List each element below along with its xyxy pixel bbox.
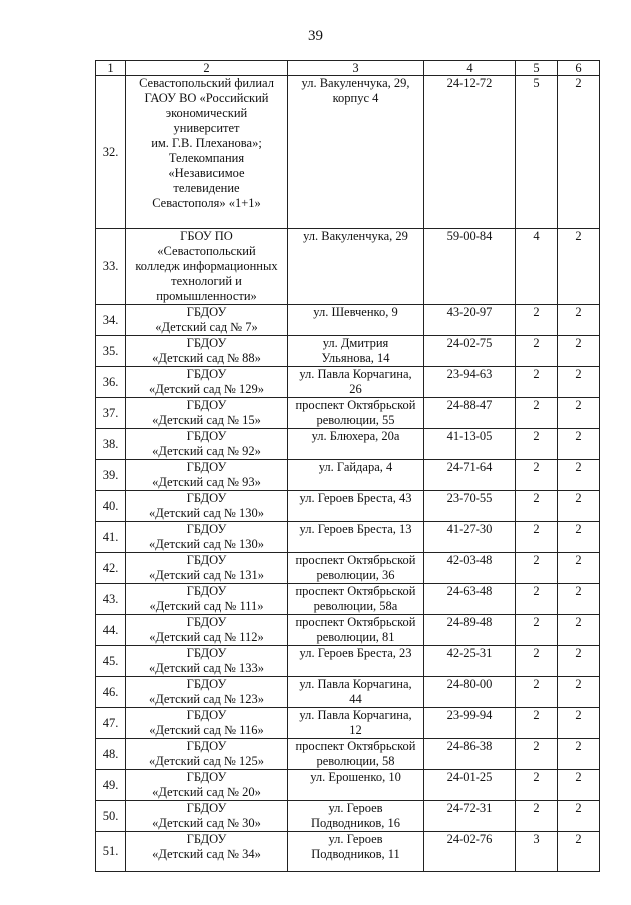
institution-name-line: ГБДОУ	[186, 336, 227, 350]
column-header-row	[96, 61, 600, 76]
column-5-value: 2	[516, 739, 558, 770]
institution-name-line: ГБДОУ	[186, 646, 227, 660]
table-row	[96, 305, 600, 336]
column-6-value: 2	[558, 229, 600, 305]
table-row	[96, 801, 600, 832]
row-number: 48.	[96, 739, 126, 770]
institution-name-line: Севастопольский филиал	[139, 76, 274, 90]
institution-name-line: «Независимое	[168, 166, 245, 180]
address-line: 12	[349, 723, 362, 737]
phone: 41-27-30	[424, 522, 516, 553]
row-number: 39.	[96, 460, 126, 491]
institution-name-line: ГБДОУ	[186, 491, 227, 505]
table-row	[96, 832, 600, 872]
address	[288, 801, 424, 832]
institution-name	[126, 398, 288, 429]
institution-name-line: ГБДОУ	[186, 367, 227, 381]
phone: 24-02-76	[424, 832, 516, 872]
column-header: 4	[424, 61, 516, 76]
address-line: ул. Героев Бреста, 13	[299, 522, 412, 536]
address-line: проспект Октябрьской	[295, 739, 416, 753]
table-row	[96, 708, 600, 739]
address-line: корпус 4	[332, 91, 379, 105]
address	[288, 770, 424, 801]
column-6-value: 2	[558, 460, 600, 491]
column-5-value: 4	[516, 229, 558, 305]
institution-name-line: колледж информационных	[135, 259, 278, 273]
institution-name-line: ГБДОУ	[186, 770, 227, 784]
column-header: 2	[126, 61, 288, 76]
column-6-value: 2	[558, 708, 600, 739]
address-line: революции, 58	[316, 754, 395, 768]
column-6-value: 2	[558, 305, 600, 336]
address-line: революции, 81	[316, 630, 395, 644]
phone: 24-63-48	[424, 584, 516, 615]
row-number: 34.	[96, 305, 126, 336]
column-5-value: 2	[516, 677, 558, 708]
address	[288, 460, 424, 491]
institution-name-line: «Детский сад № 133»	[148, 661, 264, 675]
column-5-value: 5	[516, 76, 558, 229]
column-header: 3	[288, 61, 424, 76]
address-line: проспект Октябрьской	[295, 615, 416, 629]
institution-name	[126, 770, 288, 801]
institution-name-line: промышленности»	[156, 289, 257, 303]
institution-name	[126, 429, 288, 460]
column-header: 6	[558, 61, 600, 76]
institution-name-line: «Детский сад № 112»	[149, 630, 264, 644]
table-row	[96, 460, 600, 491]
address	[288, 708, 424, 739]
address	[288, 646, 424, 677]
page-number: 39	[308, 28, 323, 44]
address-line: ул. Героев	[328, 832, 383, 846]
institution-name-line: ГБОУ ПО	[180, 229, 233, 243]
address	[288, 305, 424, 336]
institution-name-line: ГБДОУ	[186, 739, 227, 753]
column-6-value: 2	[558, 522, 600, 553]
institution-name-line: «Детский сад № 123»	[148, 692, 264, 706]
institution-name-line: ГБДОУ	[186, 615, 227, 629]
column-5-value: 2	[516, 522, 558, 553]
institution-name-line: ГБДОУ	[186, 553, 227, 567]
address-line: ул. Павла Корчагина,	[299, 677, 412, 691]
address-line: ул. Вакуленчука, 29	[303, 229, 408, 243]
institution-name-line: «Детский сад № 93»	[152, 475, 261, 489]
table-row	[96, 229, 600, 305]
institution-name-line: «Детский сад № 116»	[149, 723, 264, 737]
column-6-value: 2	[558, 615, 600, 646]
column-5-value: 2	[516, 429, 558, 460]
column-5-value: 2	[516, 367, 558, 398]
phone: 24-89-48	[424, 615, 516, 646]
address-line: ул. Героев	[328, 801, 383, 815]
institution-name-line: «Детский сад № 129»	[148, 382, 264, 396]
address-line: 26	[349, 382, 362, 396]
row-number: 38.	[96, 429, 126, 460]
phone: 24-71-64	[424, 460, 516, 491]
row-number: 47.	[96, 708, 126, 739]
column-6-value: 2	[558, 677, 600, 708]
institution-name	[126, 801, 288, 832]
address-line: ул. Дмитрия	[322, 336, 389, 350]
address-line: революции, 58а	[313, 599, 398, 613]
column-6-value: 2	[558, 801, 600, 832]
institution-name	[126, 677, 288, 708]
phone: 43-20-97	[424, 305, 516, 336]
table-row	[96, 367, 600, 398]
institution-name	[126, 646, 288, 677]
institution-name-line: «Детский сад № 15»	[152, 413, 261, 427]
institution-name-line: «Детский сад № 131»	[148, 568, 264, 582]
table-row	[96, 615, 600, 646]
table-row	[96, 76, 600, 229]
row-number: 36.	[96, 367, 126, 398]
address-line: проспект Октябрьской	[295, 553, 416, 567]
address-line: революции, 36	[316, 568, 395, 582]
address-line: ул. Павла Корчагина,	[299, 367, 412, 381]
institution-name	[126, 491, 288, 522]
institution-name-line: «Детский сад № 20»	[152, 785, 261, 799]
institution-name-line: «Детский сад № 92»	[152, 444, 261, 458]
phone: 23-99-94	[424, 708, 516, 739]
institution-name	[126, 584, 288, 615]
column-6-value: 2	[558, 646, 600, 677]
column-6-value: 2	[558, 336, 600, 367]
row-number: 43.	[96, 584, 126, 615]
address-line: проспект Октябрьской	[295, 398, 416, 412]
address	[288, 367, 424, 398]
institution-name-line: телевидение	[173, 181, 240, 195]
institution-name-line: ГБДОУ	[186, 708, 227, 722]
column-5-value: 2	[516, 460, 558, 491]
table-row	[96, 646, 600, 677]
institution-name-line: им. Г.В. Плеханова»;	[151, 136, 262, 150]
phone: 24-12-72	[424, 76, 516, 229]
address-line: Подводников, 16	[310, 816, 401, 830]
institution-name	[126, 367, 288, 398]
institution-name	[126, 708, 288, 739]
phone: 23-70-55	[424, 491, 516, 522]
table-row	[96, 553, 600, 584]
address-line: ул. Героев Бреста, 43	[299, 491, 412, 505]
table-row	[96, 770, 600, 801]
column-6-value: 2	[558, 367, 600, 398]
institution-name-line: ГБДОУ	[186, 460, 227, 474]
institution-name-line: «Детский сад № 7»	[155, 320, 258, 334]
column-5-value: 2	[516, 770, 558, 801]
institution-name-line: университет	[173, 121, 240, 135]
institution-name	[126, 305, 288, 336]
institution-name-line: «Детский сад № 125»	[148, 754, 264, 768]
table-row	[96, 336, 600, 367]
row-number: 41.	[96, 522, 126, 553]
row-number: 51.	[96, 832, 126, 872]
column-6-value: 2	[558, 584, 600, 615]
address-line: ул. Гайдара, 4	[318, 460, 393, 474]
phone: 41-13-05	[424, 429, 516, 460]
table-row	[96, 398, 600, 429]
phone: 59-00-84	[424, 229, 516, 305]
address-line: ул. Вакуленчука, 29,	[301, 76, 410, 90]
row-number: 45.	[96, 646, 126, 677]
institution-name-line: ГБДОУ	[186, 522, 227, 536]
row-number: 46.	[96, 677, 126, 708]
institution-name	[126, 336, 288, 367]
row-number: 32.	[96, 76, 126, 229]
address	[288, 229, 424, 305]
institution-name-line: «Детский сад № 34»	[152, 847, 261, 861]
table-row	[96, 491, 600, 522]
institution-name-line: «Детский сад № 88»	[152, 351, 261, 365]
institution-name-line: Телекомпания	[168, 151, 245, 165]
column-5-value: 2	[516, 584, 558, 615]
row-number: 44.	[96, 615, 126, 646]
institutions-table	[95, 60, 600, 872]
table-row	[96, 584, 600, 615]
institution-name-line: ГБДОУ	[186, 305, 227, 319]
column-5-value: 2	[516, 305, 558, 336]
phone: 42-03-48	[424, 553, 516, 584]
phone: 24-01-25	[424, 770, 516, 801]
column-5-value: 2	[516, 646, 558, 677]
column-5-value: 2	[516, 491, 558, 522]
institution-name-line: «Детский сад № 30»	[152, 816, 261, 830]
address	[288, 76, 424, 229]
row-number: 35.	[96, 336, 126, 367]
address	[288, 429, 424, 460]
address-line: ул. Ерошенко, 10	[310, 770, 401, 784]
address	[288, 677, 424, 708]
institution-name	[126, 553, 288, 584]
address-line: революции, 55	[316, 413, 395, 427]
institution-name-line: ГБДОУ	[186, 677, 227, 691]
address	[288, 336, 424, 367]
address-line: Подводников, 11	[311, 847, 400, 861]
address	[288, 553, 424, 584]
institution-name	[126, 615, 288, 646]
row-number: 49.	[96, 770, 126, 801]
institution-name-line: ГБДОУ	[186, 832, 227, 846]
phone: 23-94-63	[424, 367, 516, 398]
table-row	[96, 429, 600, 460]
column-5-value: 2	[516, 336, 558, 367]
address-line: ул. Павла Корчагина,	[299, 708, 412, 722]
institution-name-line: «Детский сад № 130»	[148, 506, 264, 520]
address-line: Ульянова, 14	[321, 351, 390, 365]
address-line: ул. Блюхера, 20а	[311, 429, 400, 443]
institution-name-line: «Детский сад № 130»	[148, 537, 264, 551]
address-line: 44	[349, 692, 362, 706]
table-row	[96, 522, 600, 553]
column-header: 1	[96, 61, 126, 76]
row-number: 37.	[96, 398, 126, 429]
row-number: 50.	[96, 801, 126, 832]
table-row	[96, 677, 600, 708]
institution-name-line: Севастополя» «1+1»	[152, 196, 261, 210]
address	[288, 584, 424, 615]
column-5-value: 2	[516, 615, 558, 646]
column-6-value: 2	[558, 76, 600, 229]
institution-name-line: ГБДОУ	[186, 429, 227, 443]
institution-name-line: ГБДОУ	[186, 801, 227, 815]
institution-name-line: технологий и	[171, 274, 242, 288]
institution-name	[126, 76, 288, 229]
institution-name-line: «Детский сад № 111»	[149, 599, 264, 613]
phone: 42-25-31	[424, 646, 516, 677]
institution-name-line: ГБДОУ	[186, 398, 227, 412]
column-5-value: 2	[516, 553, 558, 584]
table-row	[96, 739, 600, 770]
phone: 24-72-31	[424, 801, 516, 832]
row-number: 40.	[96, 491, 126, 522]
address	[288, 522, 424, 553]
institution-name-line: экономический	[165, 106, 248, 120]
row-number: 42.	[96, 553, 126, 584]
address-line: ул. Героев Бреста, 23	[299, 646, 412, 660]
column-6-value: 2	[558, 770, 600, 801]
institution-name	[126, 832, 288, 872]
phone: 24-02-75	[424, 336, 516, 367]
phone: 24-80-00	[424, 677, 516, 708]
column-5-value: 2	[516, 708, 558, 739]
column-6-value: 2	[558, 491, 600, 522]
institution-name-line: ГБДОУ	[186, 584, 227, 598]
column-header: 5	[516, 61, 558, 76]
institution-name	[126, 460, 288, 491]
institution-name-line: «Севастопольский	[157, 244, 256, 258]
column-5-value: 2	[516, 398, 558, 429]
institution-name	[126, 739, 288, 770]
column-5-value: 2	[516, 801, 558, 832]
address	[288, 739, 424, 770]
address	[288, 398, 424, 429]
address	[288, 832, 424, 872]
institution-name-line: ГАОУ ВО «Российский	[144, 91, 269, 105]
column-6-value: 2	[558, 398, 600, 429]
address	[288, 615, 424, 646]
column-6-value: 2	[558, 553, 600, 584]
column-6-value: 2	[558, 739, 600, 770]
column-6-value: 2	[558, 429, 600, 460]
address-line: ул. Шевченко, 9	[313, 305, 398, 319]
phone: 24-86-38	[424, 739, 516, 770]
address-line: проспект Октябрьской	[295, 584, 416, 598]
institution-name	[126, 522, 288, 553]
institution-name	[126, 229, 288, 305]
phone: 24-88-47	[424, 398, 516, 429]
column-5-value: 3	[516, 832, 558, 872]
row-number: 33.	[96, 229, 126, 305]
address	[288, 491, 424, 522]
column-6-value: 2	[558, 832, 600, 872]
